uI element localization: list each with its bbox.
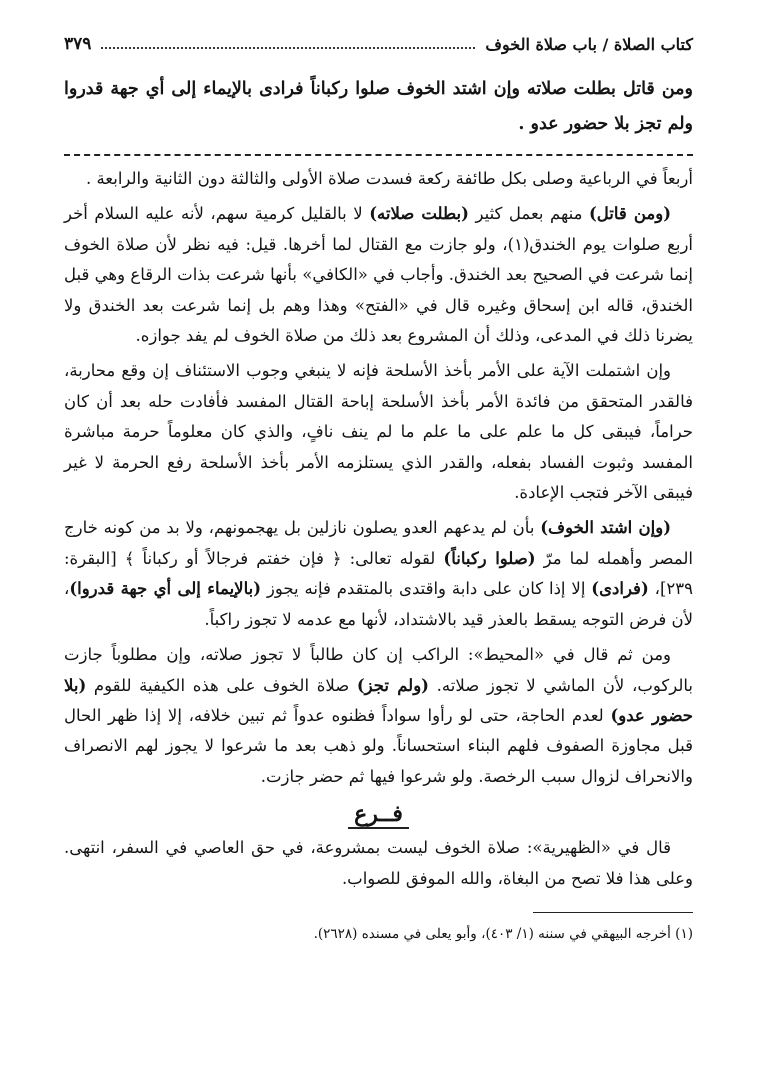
dotted-leader xyxy=(101,47,475,49)
chapter-title: كتاب الصلاة / باب صلاة الخوف xyxy=(485,34,693,54)
commentary-text: لا بالقليل كرمية سهم، لأنه عليه السلام أخر أربع صلوات يوم الخندق(١)، ولو جازت مع القتال لما أخرها. قيل: فيه نظر لأن صلاة الخوف إنما شرعت في الصحيح بعد الخندق. وأجاب في «الكافي» بأنها شرعت بذات الرقاع وهي قبل الخندق، قاله ابن إسحاق وغيره قال في «الفتح» وهذا وهم بل إنما شرعت بعد الخندق ولا يضرنا ذلك في المدعى، وذلك أن المشروع بعد ذلك من صلاة الخوف لم يفد جوازه. xyxy=(64,204,694,346)
commentary-paragraph-1 xyxy=(64,199,693,351)
commentary-text: صلاة الخوف على هذه الكيفية للقوم xyxy=(86,675,357,695)
commentary-text: ومن ثم قال في «المحيط»: الراكب إن كان طالباً لا تجوز صلاته، وإن مطلوباً جازت بالركوب، لأن الماشي لا تجوز صلاته. xyxy=(64,645,693,695)
commentary-paragraph-3 xyxy=(64,513,693,635)
footnote: (١) أخرجه البيهقي في سننه (١/ ٤٠٣)، وأبو يعلى في مسنده (٢٦٢٨). xyxy=(313,925,693,942)
commentary-paragraph-0: أربعاً في الرباعية وصلى بكل طائفة ركعة فسدت صلاة الأولى والثالثة دون الثانية والرابعة . xyxy=(85,169,693,188)
quoted-matn: (بلا حضور عدو) xyxy=(64,675,693,725)
commentary-paragraph-2: وإن اشتملت الآية على الأمر بأخذ الأسلحة فإنه لا ينبغي وجوب الاستئناف إن وقع محاربة، فالقدر المتحقق من فائدة الأمر بأخذ الأسلحة إباحة القتال المفسد فأفادت حله بعد أن كان حراماً، فيبقى كل ما علم على ما علم ما لم ينف نافٍ، والذي كان معلوماً حرمة مباشرة المفسد وثبوت الفساد بفعله، والقدر الذي يستلزمه الأمر بأخذ الأسلحة رفع الحرمة لا غير فيبقى الآخر فتجب الإعادة. xyxy=(64,361,693,503)
page-number: ٣٧٩ xyxy=(64,34,92,54)
quoted-matn: (ولم تجز) xyxy=(356,675,429,695)
dashed-separator xyxy=(64,154,693,156)
quoted-matn: (بالإيماء إلى أي جهة قدروا) xyxy=(69,579,262,599)
commentary-text: منهم بعمل كثير xyxy=(468,204,589,224)
section-heading xyxy=(64,797,693,831)
quoted-matn: (ومن قاتل) xyxy=(588,204,671,224)
commentary-text: بأن لم يدعهم العدو يصلون نازلين بل يهجمونهم، ولا بد من كونه خارج المصر وأهمله لما مرّ xyxy=(64,518,693,568)
running-header xyxy=(64,30,693,58)
commentary-text: لقوله تعالى: ﴿ فإن خفتم فرجالاً أو ركباناً ﴾ [البقرة: ٢٣٩]، xyxy=(64,548,693,599)
main-text: ومن قاتل بطلت صلاته وإن اشتد الخوف صلوا ركباناً فرادى بالإيماء إلى أي جهة قدروا ولم تجز بلا حضور عدو . xyxy=(64,79,693,134)
commentary-paragraph-5: قال في «الظهيرية»: صلاة الخوف ليست بمشروعة، في حق العاصي في السفر، انتهى. وعلى هذا فلا تصح من البغاة، والله الموفق للصواب. xyxy=(64,838,693,888)
commentary-text: إلا إذا كان على دابة واقتدى بالمتقدم فإنه يجوز xyxy=(261,579,592,599)
commentary-paragraph-4 xyxy=(64,640,693,792)
quoted-matn: (فرادى) xyxy=(591,579,649,599)
quoted-matn: (صلوا ركباناً) xyxy=(443,548,536,568)
far-heading-text: فــرع xyxy=(348,801,409,829)
quoted-matn: (وإن اشتد الخوف) xyxy=(540,518,671,538)
footnote-rule xyxy=(533,912,693,913)
commentary-text: ، لأن فرض التوجه يسقط بالعذر قيد بالاشتداد، لأنها مع عدمه لا تجوز راكباً. xyxy=(64,579,693,629)
commentary xyxy=(64,164,693,894)
commentary-text: لعدم الحاجة، حتى لو رأوا سواداً فظنوه عدواً ثم تبين خلافه، إلا إذا ظهر الحال قبل مجاوزة الصفوف فلهم البناء استحساناً. ولو ذهب بعد ما شرعوا لا يجوز لهم الانصراف والانحراف لزوال سبب الرخصة. ولو شرعوا فيها ثم حضر جازت. xyxy=(64,705,693,786)
quoted-matn: (بطلت صلاته) xyxy=(369,204,469,224)
